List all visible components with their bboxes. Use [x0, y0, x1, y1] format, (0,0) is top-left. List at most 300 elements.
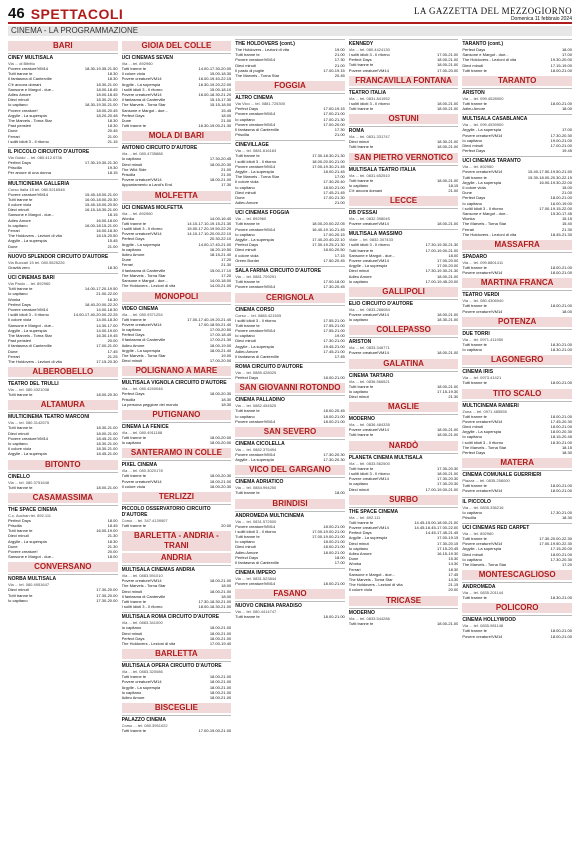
showtimes: 17.55-21.00 — [323, 317, 345, 323]
film-title: Perfect Days — [235, 375, 259, 381]
cinema-name: CINEY MULTISALA — [8, 53, 118, 61]
cinema-name: IL PICCOLO — [462, 497, 572, 505]
film-title: Perfect Days — [121, 236, 145, 242]
cinema-name: SPADARO — [462, 252, 572, 260]
showtimes: 18.00 — [561, 308, 572, 314]
showtimes: 18.00-21.00 — [96, 484, 118, 490]
film-title: Dieci minuti — [348, 540, 370, 546]
showtimes: 18.00-21.00 — [323, 523, 345, 529]
film-row — [349, 394, 459, 399]
cinema-block — [349, 337, 459, 355]
cinema-name: SALA FARINA CIRCUITO D'AUTORE — [235, 266, 345, 274]
film-row — [122, 283, 232, 288]
film-title: Povere creature!VM14 — [462, 270, 503, 276]
film-title: Appuntamento a Land's End — [121, 182, 172, 188]
showtimes: 17.30-21.00 — [323, 338, 345, 344]
showtimes: 16.30-19.20-22.00 — [198, 81, 232, 87]
film-title: Il fantasma di Canterville — [121, 593, 166, 599]
film-title: Argylle - La superspia — [462, 429, 502, 435]
cinema-block — [235, 477, 345, 495]
showtimes: 16.00-19.30-22.00 — [539, 179, 572, 185]
cinema-address: Via ... tel. 0831.331747 — [348, 134, 390, 140]
film-title: Argylle - La superspia — [8, 238, 47, 244]
cinema-block — [349, 165, 459, 194]
film-title: Argylle - La superspia — [235, 169, 274, 175]
film-title: Povere creature!VM14 — [121, 578, 162, 584]
cinema-name: IL PICCOLO CIRCUITO D'AUTORE — [8, 147, 118, 155]
film-title: Povere creature!VM14 — [348, 258, 389, 264]
film-title: Perfect Days — [462, 195, 486, 201]
cinema-name: CINEMA PALLADINO — [235, 395, 345, 403]
showtimes: 18.00-20.30 — [209, 483, 232, 489]
cinema-block — [8, 379, 118, 397]
film-title: Gravità zero — [8, 264, 30, 270]
film-title: I soliti idioti 3 - Il ritorno — [348, 470, 390, 476]
film-row — [122, 484, 232, 489]
cinema-address: Via ... tel. 080.4414747 — [235, 609, 277, 615]
showtimes: 18.00-21.00 — [323, 544, 345, 550]
film-title: Il colore viola — [235, 252, 259, 258]
cinema-address: Via ... di Bitritto — [8, 61, 35, 66]
showtimes: 21.00-22.00 — [96, 291, 118, 297]
film-title: The Holdovers - Lezioni di vita — [348, 582, 403, 588]
city-heading: POTENZA — [462, 317, 572, 327]
showtimes: 17.30-20.00 — [96, 597, 118, 603]
film-title: Povere creature!VM14 — [235, 451, 276, 457]
film-row — [122, 182, 232, 187]
showtimes: 18.00-21.00 — [209, 630, 232, 636]
film-row — [462, 450, 572, 455]
city-heading: TERLIZZI — [122, 492, 232, 502]
cinema-name: MULTISALA OPERA CIRCUITO D'AUTORE — [122, 661, 232, 669]
film-title: Tutti tranne te — [8, 484, 33, 490]
showtimes: 17.45 — [448, 571, 459, 577]
showtimes: 17.50-20.45 — [323, 257, 345, 263]
film-title: Adieu Amore — [121, 252, 145, 258]
film-title: Povere creature!VM14 — [121, 76, 162, 82]
cinema-name: MODERNO — [349, 414, 459, 422]
cinema-address: Via ... tel. 892960 — [462, 164, 494, 170]
showtimes: 18.00-21.00 — [323, 418, 345, 424]
film-title: Perfect Days — [235, 106, 259, 112]
cinema-address: Via ... tel. 0831.652510 — [348, 172, 390, 178]
film-title: Dieci minuti — [8, 430, 29, 436]
city-heading: FASANO — [235, 589, 345, 599]
film-title: Ferrari — [8, 353, 20, 359]
film-row — [8, 392, 118, 397]
cinema-block — [462, 615, 572, 638]
showtimes: 17.30-20.00-22.30 — [539, 535, 572, 541]
showtimes: 18.30-21.00 — [550, 595, 572, 601]
cinema-name: ANTONIO CIRCUITO D'AUTORE — [122, 143, 232, 151]
film-title: Povere creature!VM14 — [235, 121, 276, 127]
film-title: Argylle - La superspia — [121, 684, 161, 690]
showtimes: 17.30-20.30 — [437, 481, 459, 487]
film-title: Povere creature!VM14 — [348, 350, 389, 356]
film-title: Io capitano — [121, 326, 142, 332]
film-title: Tutti tranne te — [8, 592, 33, 598]
film-row — [462, 148, 572, 153]
showtimes: 18.00-21.00 — [550, 101, 572, 107]
film-title: Il fantasma di Canterville — [235, 353, 279, 359]
film-title: Tutti tranne te — [235, 153, 260, 159]
film-row — [235, 284, 345, 289]
showtimes: 14.45-15.00-18.00-21.00 — [414, 519, 459, 525]
film-title: Sansone e Margot - due... — [121, 278, 168, 284]
showtimes: 17.00-21.30 — [323, 195, 345, 201]
cinema-block — [349, 299, 459, 322]
showtimes: 17.00-19.00-21.00 — [425, 486, 459, 492]
city-heading: SAN PIETRO VERNOTICO — [349, 153, 459, 163]
showtimes: 18.00-21.45 — [323, 169, 345, 175]
cinema-name: PALAZZO CINEMA — [122, 715, 232, 723]
film-title: Io capitano — [121, 156, 142, 162]
film-title: Perfect Days — [462, 47, 486, 52]
film-title: Povere creature!VM14 — [8, 435, 49, 441]
cinema-block — [349, 608, 459, 626]
film-title: Povere creature!VM14 — [235, 163, 276, 169]
showtimes: 21.00 — [561, 190, 572, 196]
showtimes: 17.00-21.00 — [437, 52, 459, 57]
showtimes: 18.00-21.00 — [550, 488, 572, 494]
cinema-address: Via ... tel. 080.3142575 — [8, 420, 50, 426]
film-title: Io capitano — [235, 413, 255, 419]
cinema-name: PIXEL CINEMA — [122, 460, 232, 468]
showtimes: 17.30-20.30 — [323, 451, 345, 457]
showtimes: 18.00-21.00 — [437, 470, 459, 476]
showtimes: 17.00-21.00 — [323, 111, 345, 117]
film-title: Argylle - La superspia — [8, 112, 47, 118]
film-row — [122, 440, 232, 445]
cinema-name: MULTICINEMA GALLERIA — [8, 179, 118, 187]
showtimes: 21.15 — [448, 582, 459, 588]
film-title: Perfect Days — [235, 242, 259, 248]
cinema-block — [8, 472, 118, 490]
showtimes: 17.00-21.00 — [96, 343, 118, 349]
cinema-name: CINEVILLAGE — [235, 140, 345, 148]
showtimes: 18.30-21.00 — [96, 97, 118, 103]
cinema-address: Via ... tel. 0881.709291 — [235, 274, 277, 280]
showtimes: 14.00-18.00 — [209, 278, 232, 284]
showtimes: 17.00-21.30 — [323, 116, 345, 122]
cinema-block — [349, 453, 459, 492]
showtimes: 18.00-21.00 — [550, 67, 572, 73]
showtimes: 18.00-21.00 — [323, 581, 345, 587]
film-title: Perfect Days — [121, 112, 145, 118]
showtimes: 19.00 — [221, 352, 232, 358]
cinema-address: Via ... tel. 0831.841952 — [348, 95, 390, 101]
showtimes: 17.30-19.30-21.30 — [425, 242, 459, 248]
film-row — [235, 258, 345, 263]
cinema-block — [462, 252, 572, 275]
film-title: Io capitano — [348, 545, 369, 551]
cinema-address: Piazza ... tel. 0835.256000 — [462, 478, 510, 484]
showtimes: 17.00-19.15 — [323, 67, 345, 73]
city-heading: FOGGIA — [235, 81, 345, 91]
film-title: Povere creature!VM14 — [8, 66, 49, 71]
showtimes: 18.15 — [448, 182, 459, 188]
film-title: Perfect Days — [8, 301, 31, 307]
film-title: Povere creature!VM14 — [348, 221, 389, 227]
showtimes: 18.15 — [561, 444, 572, 450]
cinema-address: Via ... tel. 0835.981148 — [462, 623, 504, 629]
listing-column — [462, 39, 572, 835]
showtimes: 18.00-21.00 — [209, 478, 232, 484]
cinema-address: Via ... tel. 0881.616163 — [235, 148, 277, 154]
film-title: The Wild Side — [121, 166, 147, 172]
cinema-address: Via ... tel. 0883.591010 — [121, 573, 163, 579]
cinema-block — [462, 497, 572, 520]
showtimes: 17.15-20.00 — [550, 546, 572, 552]
showtimes: 14.00-16.40 — [209, 215, 232, 221]
film-row — [349, 350, 459, 355]
showtimes: 18.00-21.00 — [209, 674, 232, 680]
showtimes: 17.30-19.30-21.30 — [425, 268, 459, 274]
film-title: Dune — [8, 243, 18, 249]
film-title: Perfect Days — [121, 635, 145, 641]
showtimes: 17.55-21.00 — [323, 322, 345, 328]
cinema-name: ARISTON — [349, 337, 459, 345]
film-title: Io capitano — [462, 200, 482, 206]
film-title: Povere creature!VM14 — [462, 418, 503, 424]
cinema-address: Via ... tel. 0835.201144 — [462, 590, 504, 596]
showtimes: 17.15-19.00 — [550, 62, 572, 68]
cinema-block — [462, 114, 572, 153]
newspaper-name: LA GAZZETTA DEL MEZZOGIORNO — [414, 6, 572, 16]
film-row — [235, 354, 345, 359]
cinema-block — [462, 470, 572, 493]
film-title: Dieci minuti — [462, 551, 484, 557]
showtimes: 17.00 — [334, 559, 345, 565]
showtimes: 18.00-21.00 — [550, 628, 572, 634]
film-title: The Marvels - Torna Star — [462, 444, 507, 450]
film-title: Sansone e Margot - due... — [8, 322, 55, 328]
showtimes: 15.15-18.00 — [209, 102, 232, 108]
showtimes: 16.15-19.30 — [437, 550, 459, 556]
film-title: The Marvels - Torna Star — [121, 583, 166, 589]
film-row — [235, 419, 345, 424]
showtimes: 18.00 — [334, 490, 345, 496]
showtimes: 18.00-20.30 — [209, 473, 232, 479]
showtimes: 17.00-19.00-21.00 — [312, 533, 345, 539]
showtimes: 21.00 — [448, 188, 459, 194]
city-heading: COLLEPASSO — [349, 325, 459, 335]
showtimes: 18.00-21.00 — [437, 312, 459, 318]
showtimes: 18.00-21.00 — [437, 427, 459, 433]
showtimes: 18.00-21.00 — [550, 413, 572, 419]
showtimes: 18.00-21.00 — [437, 144, 459, 150]
listing-column — [122, 39, 232, 835]
showtimes: 18.00-21.00 — [323, 614, 345, 620]
cinema-block — [462, 88, 572, 111]
cinema-address: Via ... tel. 0973.41421 — [462, 375, 502, 381]
film-row — [8, 170, 118, 175]
film-title: Sansone e Margot - due... — [348, 252, 396, 258]
city-heading: CERIGNOLA — [235, 293, 345, 303]
showtimes: 17.20 — [561, 561, 572, 567]
cinema-address: Via ... tel. 099.4539900 — [462, 122, 504, 128]
showtimes: 20.00 — [107, 338, 118, 344]
city-heading: BARLETTA — [122, 649, 232, 659]
showtimes: 17.00-19.50-22.30 — [539, 541, 572, 547]
film-title: Il colore viola — [8, 446, 32, 452]
film-title: Tutti tranne te — [462, 483, 487, 489]
cinema-name: CINEMA LA FENICE — [122, 422, 232, 430]
film-title: Argylle - La superspia — [235, 343, 274, 349]
film-title: Argylle - La superspia — [121, 241, 161, 247]
film-title: Sansone e Margot - due... — [348, 571, 396, 577]
city-heading: SAN GIOVANNI ROTONDO — [235, 383, 345, 393]
film-row — [122, 523, 232, 528]
cinema-name: TEATRO ITALIA — [349, 88, 459, 96]
film-title: Il fantasma di Canterville — [8, 76, 52, 82]
cinema-name: THE SPACE CINEMA — [8, 505, 118, 513]
cinema-block — [122, 203, 232, 289]
film-title: Povere creature!VM14 — [235, 111, 276, 117]
film-title: Tutti tranne te — [235, 614, 260, 620]
city-heading: BRINDISI — [235, 499, 345, 509]
film-row — [235, 490, 345, 495]
film-title: Dieci minuti — [121, 161, 143, 167]
film-title: The Holdovers - Lezioni di vita — [8, 233, 62, 239]
film-title: Argylle - La superspia — [121, 347, 161, 353]
cinema-block — [8, 179, 118, 249]
cinema-block — [8, 574, 118, 603]
film-title: Dune — [8, 128, 18, 134]
film-row — [349, 188, 459, 193]
section-title: SPETTACOLI — [30, 6, 124, 22]
showtimes: 14.45-16.45-17.00-22.00 — [414, 524, 459, 530]
showtimes: 14.00-21.00 — [209, 283, 232, 289]
cinema-address: Via ... tel. 080.4240046 — [121, 386, 163, 392]
film-title: The Holdovers - Lezioni di vita — [462, 57, 517, 63]
film-title: Wonka — [348, 561, 362, 567]
film-row — [8, 598, 118, 603]
showtimes: 17.00-19.15 — [437, 535, 459, 541]
showtimes: 16.00-18.30-21.20 — [198, 92, 232, 98]
showtimes: 17.30-20.15 — [437, 540, 459, 546]
cinema-address: Via ... tel. 080.4306940 — [462, 298, 504, 304]
cinema-address: Via ... tel. 0882.454525 — [235, 403, 277, 409]
city-heading: GALLIPOLI — [349, 287, 459, 297]
film-title: Argylle - La superspia — [8, 327, 47, 333]
showtimes: 19.30 — [107, 165, 118, 171]
film-title: Argylle - La superspia — [8, 538, 47, 544]
film-row — [235, 457, 345, 462]
film-title: Io capitano — [8, 222, 28, 228]
film-row — [122, 123, 232, 128]
showtimes: 18.30-21.00 — [550, 341, 572, 347]
showtimes: 21.30 — [221, 262, 232, 268]
showtimes: 18.00-21.00 — [437, 620, 459, 626]
film-title: Io capitano — [462, 509, 482, 515]
showtimes: 15.00-17.20-19.50-22.20 — [187, 226, 232, 232]
film-title: Priscilla — [462, 514, 477, 520]
showtimes: 17.00-17.40-19.20-21.40 — [187, 316, 232, 322]
showtimes: 21.30 — [561, 226, 572, 232]
showtimes: 18.00 — [334, 554, 345, 560]
cinema-block — [349, 229, 459, 284]
showtimes: 18.45 — [107, 522, 118, 528]
showtimes: 18.30-21.00 — [96, 425, 118, 431]
cinema-block — [122, 715, 232, 733]
cinema-name: VIDEO CINEMA — [122, 304, 232, 312]
page-number: 46 — [8, 5, 25, 22]
cinema-block — [349, 88, 459, 111]
showtimes: 19.00-21.00 — [550, 137, 572, 143]
film-title: Priscilla — [235, 132, 249, 138]
film-title: Povere creature!VM14 — [235, 57, 276, 63]
showtimes: 17.30-20.30 — [550, 132, 572, 138]
showtimes: 18.00-21.00 — [209, 177, 232, 183]
cinema-block — [122, 565, 232, 609]
showtimes: 18.00-18.45 — [96, 86, 118, 92]
city-heading: VICO DEL GARGANO — [235, 465, 345, 475]
film-title: Adieu Amore — [235, 348, 259, 354]
cinema-block — [122, 460, 232, 489]
cinema-address: Via ... tel. 0831.572500 — [235, 518, 277, 524]
showtimes: 18.30-21.00 — [437, 317, 459, 323]
showtimes: 18.00-21.00 — [550, 195, 572, 201]
showtimes: 18.00-21.00 — [323, 413, 345, 419]
showtimes: 14.00-19.00 — [96, 327, 118, 333]
showtimes: 18.00 — [107, 554, 118, 560]
city-heading: SANTERAMO IN COLLE — [122, 448, 232, 458]
film-title: Dune — [348, 556, 359, 562]
showtimes: 18.15-20.50 — [96, 233, 118, 239]
film-row — [122, 604, 232, 609]
cinema-block — [349, 507, 459, 593]
cinema-block — [8, 505, 118, 560]
cinema-name: CINEMA CORSO — [235, 305, 345, 313]
cinema-name: DB D'ESSAI — [349, 208, 459, 216]
film-title: Tutti tranne te — [235, 221, 260, 227]
film-row — [235, 560, 345, 565]
showtimes: 16.30-19.45 — [96, 332, 118, 338]
film-title: Tutti tranne te — [121, 316, 147, 322]
film-title: Wonka — [462, 216, 475, 222]
film-title: Io capitano — [348, 481, 369, 487]
showtimes: 14.45-17.45-21.45 — [425, 530, 459, 536]
film-title: Io capitano — [462, 137, 482, 143]
showtimes: 20.45 — [107, 128, 118, 134]
showtimes: 14.00-17.20-19.50 — [84, 286, 118, 292]
film-title: Io capitano — [8, 291, 28, 297]
cinema-name: NUOVO CINEMA PARADISO — [235, 601, 345, 609]
film-title: Povere creature!VM14 — [121, 177, 162, 183]
showtimes: 14.00-17.30-20.00 — [198, 66, 232, 71]
film-title: Tutti tranne te — [348, 106, 374, 112]
film-row — [235, 73, 345, 78]
film-title: The Marvels - Torna Star — [121, 272, 166, 278]
film-title: Povere creature! — [8, 548, 38, 554]
cinema-address: Via Vico ... tel. 0881.725300 — [235, 101, 286, 107]
showtimes: 18.00-20.30 — [209, 161, 232, 167]
showtimes: 21.00 — [334, 200, 345, 206]
film-title: Povere creature!VM14 — [348, 476, 389, 482]
film-title: Dune — [462, 190, 472, 196]
film-title: Io capitano — [462, 347, 482, 353]
film-title: Green Border — [235, 257, 260, 263]
showtimes: 18.00-20.30 — [96, 392, 118, 398]
film-row — [122, 402, 232, 407]
city-heading: LAGONEGRO — [462, 355, 572, 365]
showtimes: 18.00-21.40 — [209, 347, 232, 353]
film-title: Povere creature!VM14 — [462, 169, 503, 175]
film-title: Povere creature!VM14 — [121, 231, 162, 237]
showtimes: 18.00-21.00 — [323, 375, 345, 381]
film-row — [8, 244, 118, 249]
